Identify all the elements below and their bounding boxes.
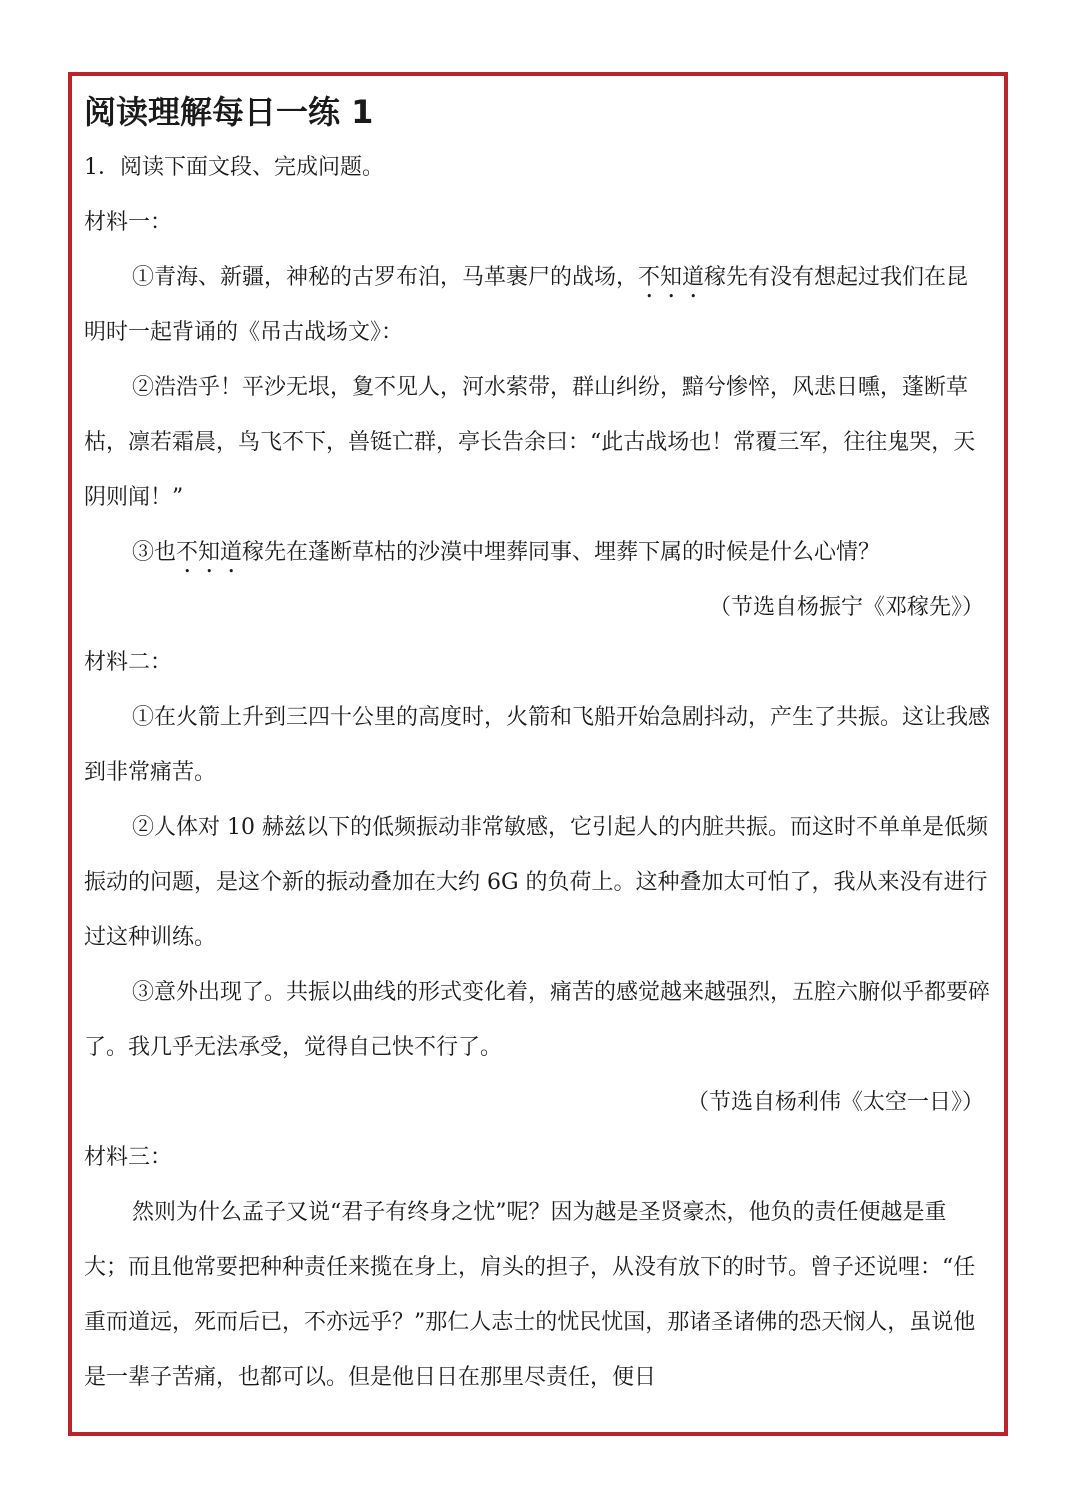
material-2-paragraph-2: ②人体对 10 赫兹以下的低频振动非常敏感，它引起人的内脏共振。而这时不单单是低频振动的问题，是这个新的振动叠加在大约 6G 的负荷上。这种叠加太可怕了，我从来没有进行过这种训练。 [84,815,988,950]
material-2-label: 材料二： [84,650,173,675]
material-1-label: 材料一： [84,210,173,235]
material-1-paragraph-2: ②浩浩乎！平沙无垠，夐不见人，河水萦带，群山纠纷，黯兮惨悴，风悲日曛，蓬断草枯，凛若霜晨，鸟飞不下，兽铤亡群，亭长告余曰：“此古战场也！常覆三军，往往鬼哭，天阴则闻！” [84,375,976,510]
material-2-paragraph-1: ①在火箭上升到三四十公里的高度时，火箭和飞船开始急剧抖动，产生了共振。这让我感到非常痛苦。 [84,705,991,785]
material-3-label: 材料三： [84,1145,173,1170]
material-3-paragraph-1: 然则为什么孟子又说“君子有终身之忧”呢？因为越是圣贤豪杰，他负的责任便越是重大；而且他常要把种种责任来揽在身上，肩头的担子，从没有放下的时节。曾子还说哩：“任重而道远，死而后已，不亦远乎？”那仁人志士的忧民忧国，那诸圣诸佛的恐天悯人，虽说他是一辈子苦痛，也都可以。但是他日日在那里尽责任，便日 [84,1200,976,1390]
material-2-paragraph-3: ③意外出现了。共振以曲线的形式变化着，痛苦的感觉越来越强烈，五腔六腑似乎都要碎了。我几乎无法承受，觉得自己快不行了。 [84,980,991,1060]
emphasis-text: 不知道 [638,265,705,290]
question-prompt: 1．阅读下面文段、完成问题。 [84,155,384,180]
material-1-paragraph-1: ①青海、新疆，神秘的古罗布泊，马革裹尸的战场，不知道稼先有没有想起过我们在昆明时一起背诵的《吊古战场文》： [84,265,969,345]
material-1-source: （节选自杨振宁《邓稼先》） [708,595,984,620]
material-2-source: （节选自杨利伟《太空一日》） [686,1090,984,1115]
document-body [84,90,990,1405]
page-title: 阅读理解每日一练 1 [84,93,374,131]
material-1-paragraph-3: ③也不知道稼先在蓬断草枯的沙漠中埋葬同事、埋葬下属的时候是什么心情？ [132,540,881,565]
emphasis-text: 不知道 [176,540,243,565]
page-frame [68,72,1008,1436]
